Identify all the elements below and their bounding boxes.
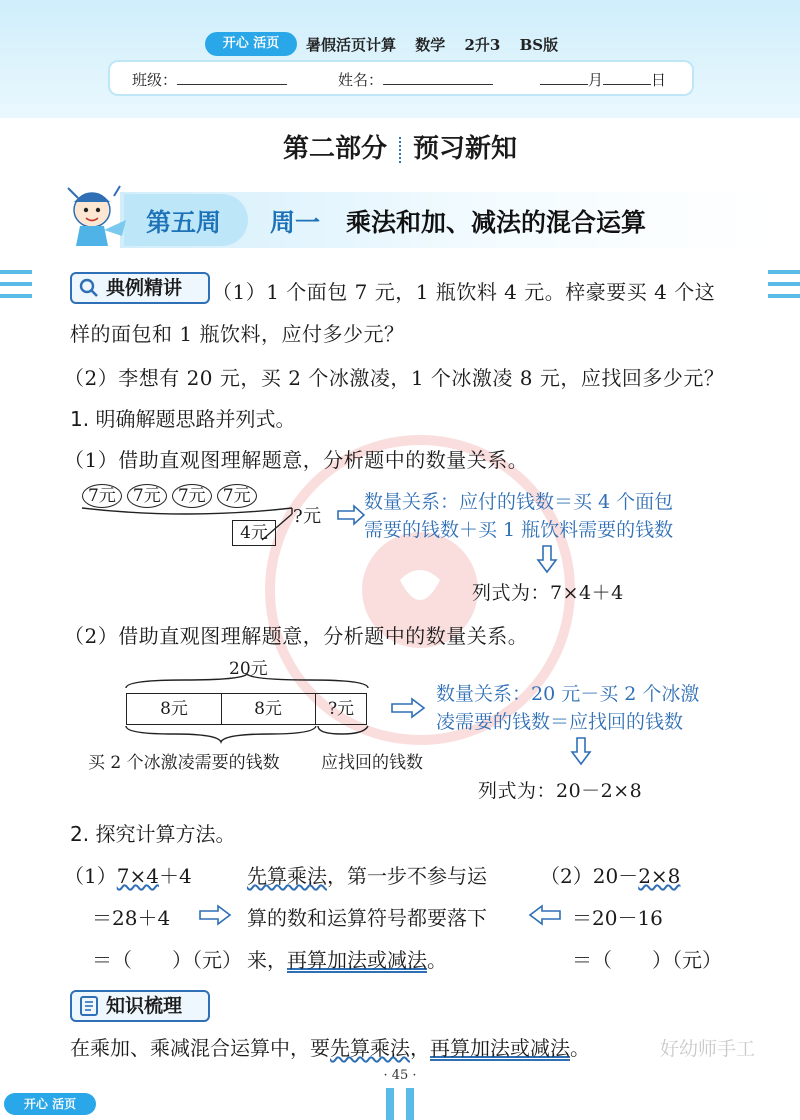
bread-ovals <box>82 484 257 508</box>
question2: （2）李想有 20 元，买 2 个冰激凌，1 个冰激凌 8 元，应找回多少元？ <box>64 366 725 390</box>
right-expr-prefix: （2）20－ <box>540 864 639 888</box>
method-line1-rest: ，第一步不参与运 <box>327 864 487 888</box>
bread-price-oval: 7元 <box>172 484 212 508</box>
right-expr-multiply: 2×8 <box>638 864 681 888</box>
series-name: 暑假活页计算 <box>306 36 397 54</box>
step1-title: 1. 明确解题思路并列式。 <box>70 407 296 431</box>
class-field[interactable] <box>132 69 287 90</box>
month-label: 月 <box>588 71 604 89</box>
segment-bar: ?元 <box>316 693 367 725</box>
step1-sub2: （2）借助直观图理解题意，分析题中的数量关系。 <box>64 624 529 648</box>
side-stripe <box>768 282 800 286</box>
method-line2: 算的数和运算符号都要落下 <box>247 906 487 930</box>
header-title <box>306 34 572 55</box>
right-expression <box>540 860 680 889</box>
right-step2: ＝20－16 <box>572 906 663 930</box>
day-label: 日 <box>651 71 667 89</box>
question1-line1: （1）1 个面包 7 元，1 瓶饮料 4 元。梓豪要买 4 个这 <box>212 280 716 304</box>
bread-price-oval: 7元 <box>217 484 257 508</box>
side-stripe <box>768 270 800 274</box>
magnifier-icon <box>78 277 100 299</box>
side-stripe <box>768 294 800 298</box>
brace-left-label: 买 2 个冰激凌需要的钱数 <box>88 753 280 773</box>
method-line3-post: 。 <box>427 948 447 972</box>
relation2-line1: 数量关系：20 元－买 2 个冰激 <box>436 683 700 705</box>
step2-title: 2. 探究计算方法。 <box>70 822 236 846</box>
site-watermark: 好幼师手工 <box>660 1038 756 1060</box>
left-expr-rest: ＋4 <box>158 864 192 888</box>
bottom-brace <box>124 724 370 744</box>
part-title-left: 第二部分 <box>282 134 387 164</box>
arrow-right-icon <box>390 697 426 719</box>
relation1-line1: 数量关系：应付的钱数＝买 4 个面包 <box>364 491 674 513</box>
relation1-line2: 需要的钱数＋买 1 瓶饮料需要的钱数 <box>364 519 674 541</box>
segment-bar: 8元 <box>126 693 222 725</box>
grade: 2升3 <box>464 36 501 54</box>
bread-price-oval: 7元 <box>82 484 122 508</box>
header-band <box>0 0 800 118</box>
footer-logo: 开心 活页 <box>4 1093 96 1115</box>
formula2: 列式为：20－2×8 <box>478 780 643 802</box>
name-field[interactable] <box>338 69 493 90</box>
summary-emphasis-add: 再算加法或减法 <box>430 1036 570 1060</box>
binding-stripe <box>386 1088 394 1120</box>
right-step3[interactable]: ＝（ ）（元） <box>572 948 722 972</box>
side-stripe <box>0 270 32 274</box>
method-emphasis-add: 再算加法或减法 <box>287 948 427 972</box>
method-line3 <box>247 944 447 973</box>
summary-emphasis-multiply: 先算乘法 <box>330 1036 410 1060</box>
brace-right-label: 应找回的钱数 <box>321 753 423 773</box>
arrow-right-icon <box>198 904 232 926</box>
edition: BS版 <box>519 36 559 54</box>
relation2-line2: 凌需要的钱数＝应找回的钱数 <box>436 711 684 733</box>
arrow-down-icon <box>536 544 558 574</box>
formula1: 列式为：7×4＋4 <box>472 582 624 604</box>
subject: 数学 <box>415 36 446 54</box>
left-expr-multiply: 7×4 <box>116 864 159 888</box>
brand-logo: 开心 活页 <box>205 32 297 56</box>
method-line1 <box>247 860 487 889</box>
step1-sub1: （1）借助直观图理解题意，分析题中的数量关系。 <box>64 448 529 472</box>
arrow-down-icon <box>570 736 592 766</box>
summary-text <box>70 1032 590 1061</box>
book-icon <box>78 995 100 1017</box>
week-day: 周一 <box>270 208 321 237</box>
part-title-right: 预习新知 <box>413 134 518 164</box>
bread-price-oval: 7元 <box>127 484 167 508</box>
binding-stripe <box>406 1088 414 1120</box>
total-amount: 20元 <box>229 659 268 679</box>
total-unknown: ?元 <box>293 506 322 527</box>
class-label: 班级： <box>132 71 178 89</box>
example-tag <box>70 272 210 304</box>
arrow-left-icon <box>528 904 562 926</box>
summary-tag-label: 知识梳理 <box>106 995 183 1017</box>
top-brace <box>124 672 370 690</box>
date-field[interactable] <box>540 69 666 90</box>
method-line3-pre: 来， <box>247 948 287 972</box>
drink-price-box: 4元 <box>232 520 276 546</box>
left-expression <box>64 860 192 889</box>
summary-post: 。 <box>570 1036 590 1060</box>
method-emphasis-multiply: 先算乘法 <box>247 864 327 888</box>
side-stripe <box>0 282 32 286</box>
side-stripe <box>0 294 32 298</box>
summary-mid: ， <box>410 1036 430 1060</box>
example-tag-label: 典例精讲 <box>106 277 183 299</box>
left-step3[interactable]: ＝（ ）（元） <box>92 948 242 972</box>
arrow-right-icon <box>336 504 366 526</box>
lesson-topic: 乘法和加、减法的混合运算 <box>346 208 647 237</box>
left-expr-prefix: （1） <box>64 864 117 888</box>
name-label: 姓名： <box>338 71 384 89</box>
question1-line2: 样的面包和 1 瓶饮料，应付多少元？ <box>70 322 405 346</box>
summary-pre: 在乘加、乘减混合运算中，要 <box>70 1036 330 1060</box>
summary-tag <box>70 990 210 1022</box>
mascot-icon <box>58 180 134 252</box>
segment-bar: 8元 <box>221 693 316 725</box>
page-number: · 45 · <box>383 1068 417 1083</box>
left-step2: ＝28＋4 <box>92 906 171 930</box>
week-label: 第五周 <box>146 208 222 237</box>
part-title <box>0 128 800 165</box>
